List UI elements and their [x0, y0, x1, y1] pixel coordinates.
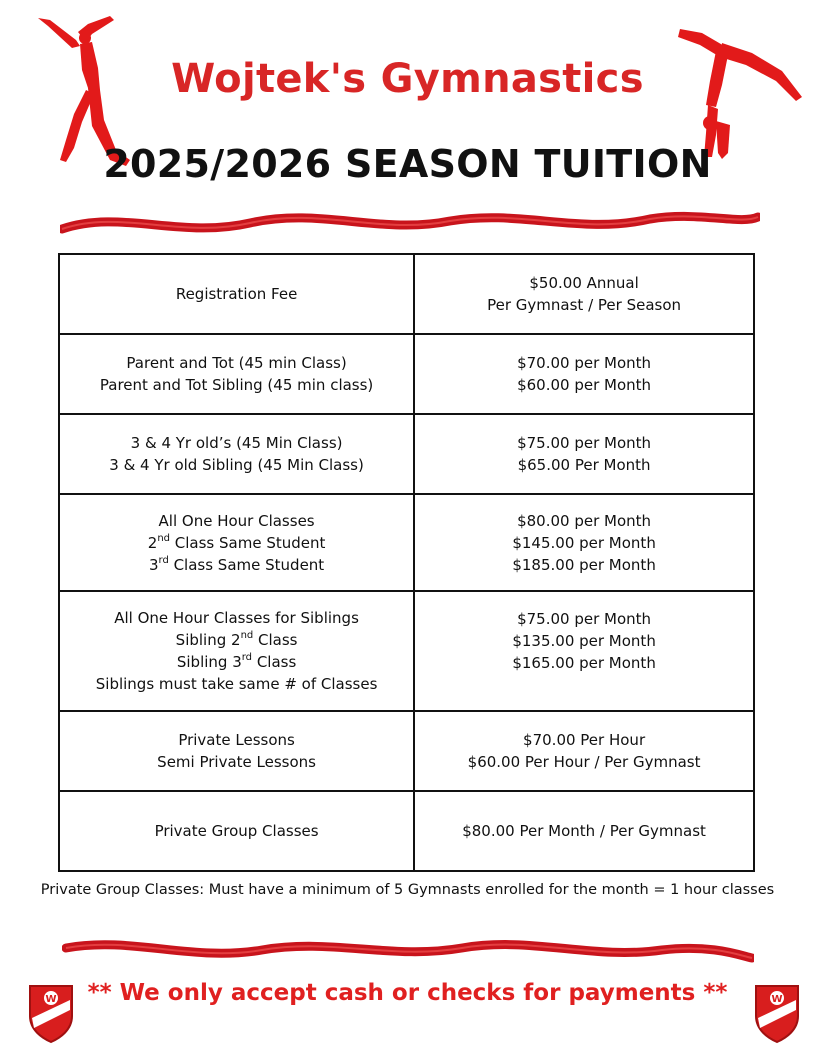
fee-line: 3 & 4 Yr old’s (45 Min Class)	[130, 434, 343, 452]
fee-description	[59, 494, 414, 591]
private-group-note: Private Group Classes: Must have a minimum of 5 Gymnasts enrolled for the month = 1 hour classes	[40, 882, 775, 898]
price-line: $165.00 per Month	[512, 654, 656, 672]
price-line: Per Gymnast / Per Season	[487, 296, 682, 314]
price-line: $135.00 per Month	[512, 632, 656, 650]
price-line: $145.00 per Month	[512, 533, 656, 552]
crest-letter: W	[45, 994, 57, 1005]
club-crest-icon	[752, 982, 802, 1044]
fee-description	[59, 711, 414, 791]
tuition-table	[58, 253, 755, 872]
ribbon-divider-top	[60, 205, 760, 241]
table-row	[59, 494, 754, 591]
fee-line: Private Lessons	[178, 731, 295, 749]
price-line: $60.00 per Month	[517, 376, 652, 394]
price-line: $70.00 per Month	[517, 354, 652, 372]
fee-line: 2nd Class Same Student	[147, 532, 326, 552]
fee-line: Private Group Classes	[154, 822, 319, 840]
fee-line: Siblings must take same # of Classes	[95, 675, 378, 693]
fee-price	[414, 494, 754, 591]
table-row	[59, 414, 754, 494]
fee-line: Parent and Tot (45 min Class)	[126, 354, 347, 372]
fee-description	[59, 591, 414, 711]
fee-price	[414, 591, 754, 711]
fee-line: All One Hour Classes for Siblings	[114, 609, 359, 627]
fee-line: All One Hour Classes	[158, 511, 315, 530]
fee-description	[59, 791, 414, 871]
payment-warning: ** We only accept cash or checks for payments **	[87, 980, 728, 1006]
price-line: $75.00 per Month	[517, 610, 652, 628]
crest-letter: W	[771, 994, 783, 1005]
fee-line: Registration Fee	[175, 285, 298, 303]
price-line: $65.00 Per Month	[517, 456, 651, 474]
table-row	[59, 711, 754, 791]
page-title: Wojtek's Gymnastics	[171, 56, 644, 102]
price-line: $60.00 Per Hour / Per Gymnast	[467, 753, 701, 771]
season-heading: 2025/2026 SEASON TUITION	[103, 142, 712, 186]
table-row	[59, 334, 754, 414]
fee-description	[59, 414, 414, 494]
price-line: $75.00 per Month	[517, 434, 652, 452]
table-row	[59, 591, 754, 711]
price-line: $185.00 per Month	[512, 555, 656, 574]
fee-price	[414, 414, 754, 494]
price-line: $80.00 Per Month / Per Gymnast	[462, 822, 706, 840]
table-row	[59, 791, 754, 871]
fee-line: 3rd Class Same Student	[148, 554, 325, 574]
fee-line: 3 & 4 Yr old Sibling (45 Min Class)	[109, 456, 364, 474]
price-line: $50.00 Annual	[529, 274, 639, 292]
fee-description	[59, 254, 414, 334]
fee-price	[414, 791, 754, 871]
price-line: $80.00 per Month	[517, 511, 652, 530]
fee-description	[59, 334, 414, 414]
ribbon-divider-bottom	[62, 932, 754, 966]
fee-price	[414, 711, 754, 791]
fee-price	[414, 254, 754, 334]
fee-price	[414, 334, 754, 414]
price-line: $70.00 Per Hour	[523, 731, 646, 749]
fee-line: Parent and Tot Sibling (45 min class)	[99, 376, 374, 394]
fee-line: Sibling 2nd Class	[175, 630, 298, 649]
fee-line: Sibling 3rd Class	[176, 652, 297, 671]
table-row	[59, 254, 754, 334]
fee-line: Semi Private Lessons	[157, 753, 316, 771]
